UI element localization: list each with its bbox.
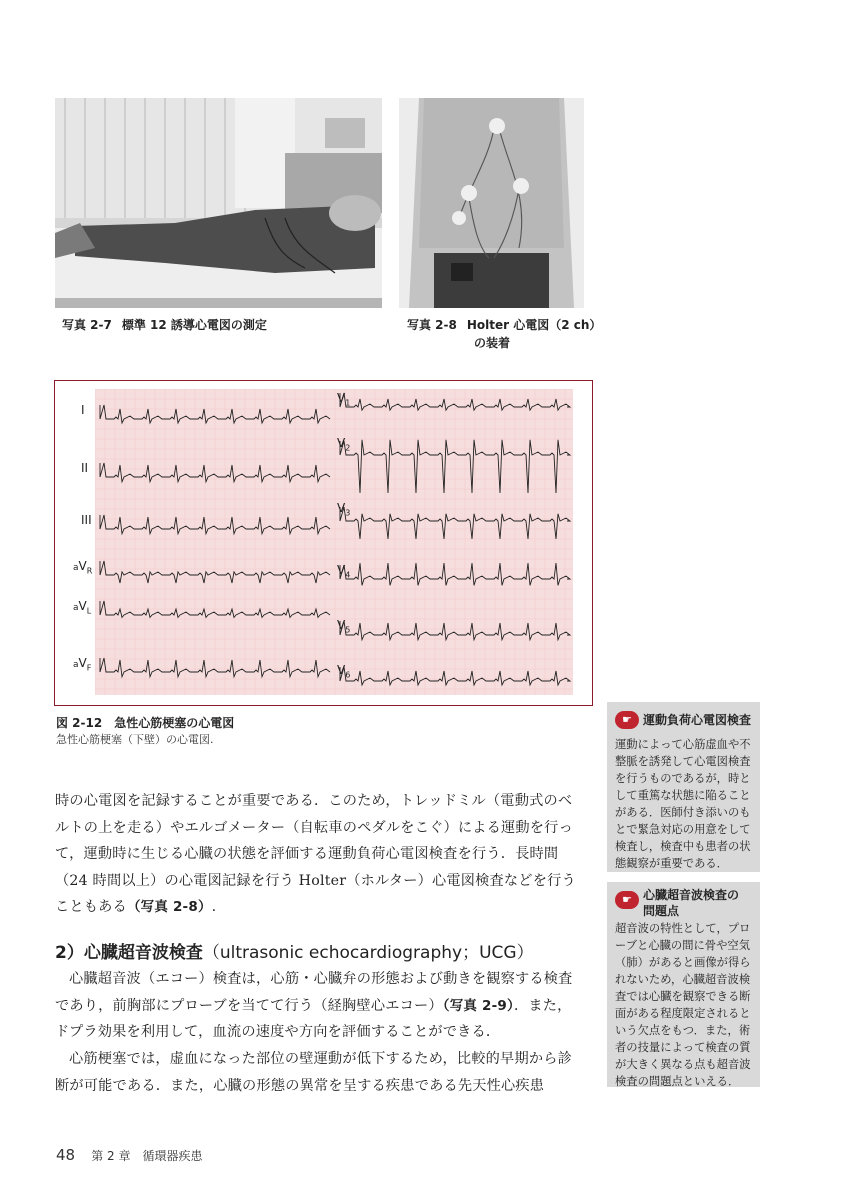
photo-caption-2-7 xyxy=(62,316,267,334)
lead-label-avl: $aV_L$ xyxy=(73,599,92,616)
lead-label-v3: $V_3$ xyxy=(337,501,351,518)
lead-label-i: I xyxy=(81,403,85,417)
photo-caption-2-8 xyxy=(407,316,601,352)
pointing-hand-icon: ☛ xyxy=(615,891,639,909)
photo-holter-image xyxy=(399,98,584,308)
lead-label-v6: $V_6$ xyxy=(337,663,351,680)
caption-text: 標準 12 誘導心電図の測定 xyxy=(121,318,267,332)
sidebar-text: 超音波の特性として，プローブと心臓の間に骨や空気（肺）があると画像が得られないため，心臓超音波検査では心臓を観察できる断面がある程度限定されるという欠点をもつ．また，術者の技量によって検査の質が大きく異なる点も超音波検査の問題点といえる． xyxy=(615,922,751,1088)
caption-text-line2: の装着 xyxy=(474,336,511,350)
page-number: 48 xyxy=(56,1146,76,1164)
sidebar-box-ucg-problems xyxy=(607,882,760,1087)
caption-number: 写真 2-7 xyxy=(62,318,112,332)
photo-ecg-measurement-image xyxy=(55,98,382,308)
lead-label-ii: II xyxy=(81,461,89,475)
paragraph-1-end: . xyxy=(211,899,217,915)
sidebar-text: 運動によって心筋虚血や不整脈を誘発して心電図検査を行うものであるが，時として重篤な状態に陥ることがある．医師付き添いのもとで緊急対応の用意をして検査し，検査中も患者の状態観察が重要である． xyxy=(615,738,751,870)
sidebar-title: 運動負荷心電図検査 xyxy=(643,713,752,727)
lead-label-avr: $aV_R$ xyxy=(73,559,93,576)
lead-label-v2: $V_2$ xyxy=(337,436,351,453)
paragraph-3-text: 心筋梗塞では，虚血になった部位の壁運動が低下するため，比較的早期から診断が可能である．また，心臓の形態の異常を呈する疾患である先天性心疾患 xyxy=(55,1051,572,1094)
caption-number: 写真 2-8 xyxy=(407,318,457,332)
figure-subcaption: 急性心筋梗塞（下壁）の心電図. xyxy=(56,733,214,746)
ref-photo-2-9[interactable]: （写真 2-9） xyxy=(442,997,514,1014)
pointing-hand-icon: ☛ xyxy=(615,711,639,729)
chapter-label: 第 2 章 循環器疾患 xyxy=(91,1149,203,1163)
figure-caption: 図 2-12 急性心筋梗塞の心電図 xyxy=(56,716,235,730)
ecg-traces xyxy=(95,389,573,695)
sidebar-title-line2: 問題点 xyxy=(643,904,680,918)
sidebar-title xyxy=(643,887,739,919)
paragraph-2-text: 心臓超音波（エコー）検査は，心筋・心臓弁の形態および動きを観察する検査であり，前胸部にプローブを当てて行う（経胸壁心エコー） xyxy=(55,971,573,1014)
lead-label-avf: $aV_F$ xyxy=(73,656,92,673)
ecg-paper xyxy=(95,389,573,695)
lead-label-iii: III xyxy=(81,513,92,527)
photo-ecg-measurement xyxy=(55,98,382,308)
lead-label-v5: $V_5$ xyxy=(337,618,351,635)
ref-photo-2-8[interactable]: （写真 2-8） xyxy=(126,899,212,915)
section-heading-ucg xyxy=(55,938,595,963)
page-footer xyxy=(56,1146,203,1164)
paragraph-3 xyxy=(55,1046,585,1099)
paragraph-2 xyxy=(55,966,585,1046)
ecg-figure-frame xyxy=(54,380,593,706)
lead-label-v1: $V_1$ xyxy=(337,391,351,408)
lead-label-v4: $V_4$ xyxy=(337,563,351,580)
paragraph-1 xyxy=(55,788,585,921)
paragraph-1-text: 時の心電図を記録することが重要である．このため，トレッドミル（電動式のベルトの上を走る）やエルゴメーター（自転車のペダルをこぐ）による運動を行って，運動時に生じる心臓の状態を評価する運動負荷心電図検査を行う．長時間（24 時間以上）の心電図記録を行う Holter（ホルター）心電図検査などを行うこともある xyxy=(55,793,576,915)
heading-number: 2）心臓超音波検査 xyxy=(55,943,203,963)
caption-text: Holter 心電図（2 ch） xyxy=(466,318,602,332)
paragraph-2-end: ．また，ドプラ効果を利用して，血流の速度や方向を評価することができる． xyxy=(55,997,572,1040)
heading-english: （ultrasonic echocardiography；UCG） xyxy=(202,943,534,963)
sidebar-title-line1: 心臓超音波検査の xyxy=(643,888,740,902)
photo-holter xyxy=(399,98,584,308)
sidebar-box-stress-ecg xyxy=(607,702,760,872)
